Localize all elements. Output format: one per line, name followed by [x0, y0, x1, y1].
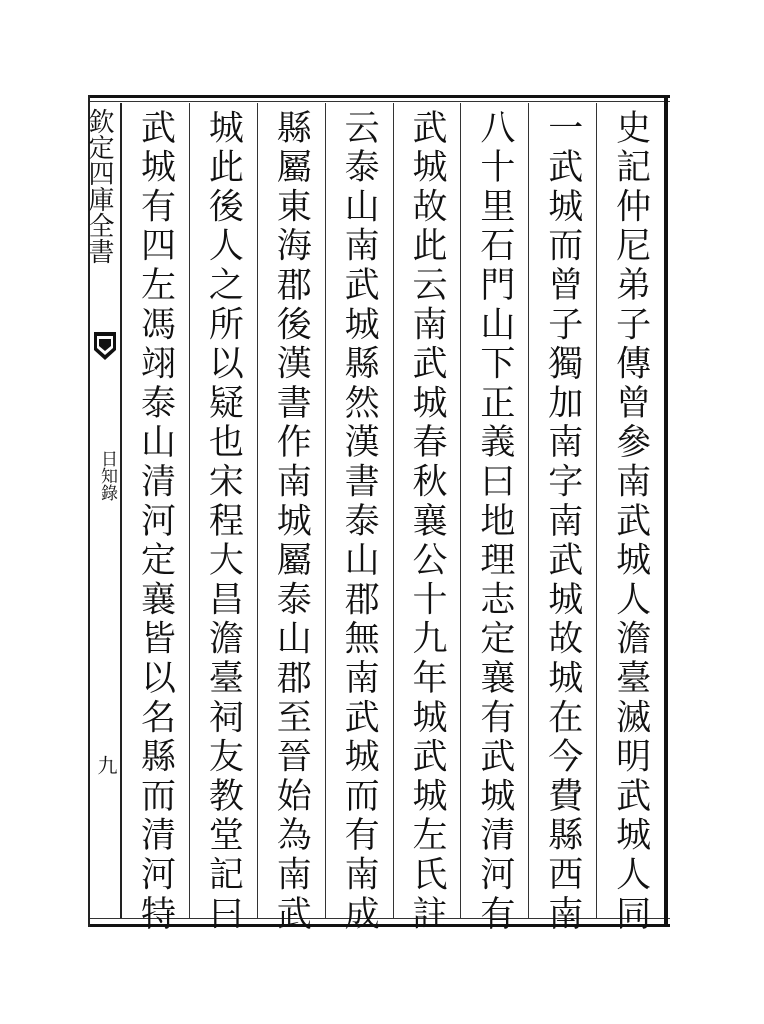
text-column [460, 103, 528, 935]
column-text: 城此後人之所以疑也宋程大昌澹臺祠友教堂記曰 [203, 109, 244, 935]
section-label: 日知錄 [97, 450, 117, 501]
column-text: 武城故此云南武城春秋襄公十九年城武城左氏註 [406, 109, 447, 935]
right-border [664, 95, 668, 927]
column-text: 云泰山南武城縣然漢書泰山郡無南武城而有南成 [339, 109, 380, 935]
column-text: 一武城而曾子獨加南字南武城故城在今費縣西南 [542, 109, 583, 935]
column-text: 史記仲尼弟子傳曾參南武城人澹臺滅明武城人同 [610, 109, 651, 935]
text-column [325, 103, 393, 935]
column-text: 武城有四左馮翊泰山清河定襄皆以名縣而清河特 [135, 109, 176, 935]
text-column [257, 103, 325, 935]
fish-tail-icon [92, 330, 118, 370]
column-text: 縣屬東海郡後漢書作南城屬泰山郡至晉始為南武 [271, 109, 312, 935]
text-column [528, 103, 596, 935]
text-column [189, 103, 257, 935]
text-column [393, 103, 461, 935]
text-column [122, 103, 189, 935]
column-text: 八十里石門山下正義曰地理志定襄有武城清河有 [474, 109, 515, 935]
top-border-inner [88, 101, 670, 102]
top-border [88, 95, 670, 98]
text-columns [122, 103, 664, 935]
book-title: 欽定四庫全書 [84, 108, 114, 264]
text-column [596, 103, 664, 935]
page-number: 九 [94, 755, 118, 775]
